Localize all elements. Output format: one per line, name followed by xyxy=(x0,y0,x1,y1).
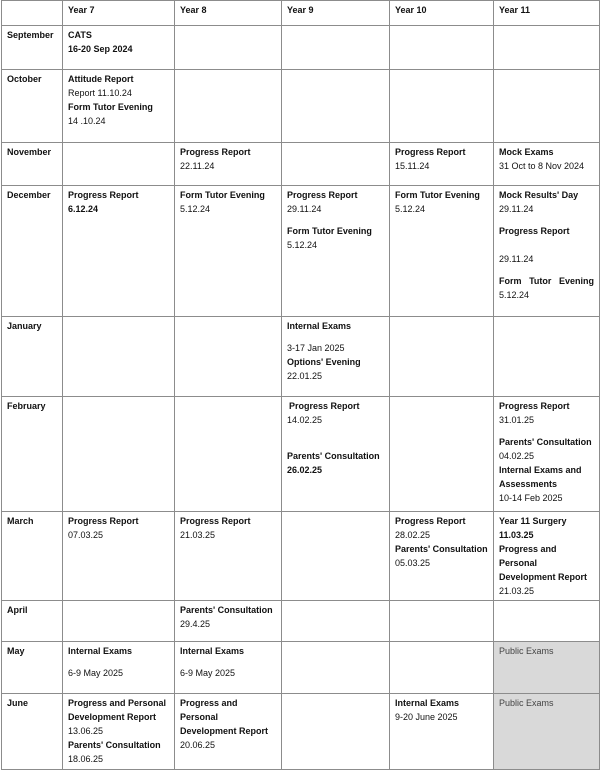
cell-feb-y7 xyxy=(63,397,175,512)
event-title: Parents' Consultation xyxy=(287,451,380,461)
event-date: 13.06.25 xyxy=(68,726,104,736)
cell-jan-y11 xyxy=(494,317,600,397)
cell-mar-y8 xyxy=(175,512,282,601)
event-date: 15.11.24 xyxy=(395,161,430,171)
event-date: 14 .10.24 xyxy=(68,116,106,126)
row-october xyxy=(2,70,600,143)
cell-mar-y10 xyxy=(390,512,494,601)
event-title: Internal Exams and xyxy=(499,465,582,475)
event-title: Progress Report xyxy=(395,147,466,157)
cell-nov-y10 xyxy=(390,143,494,186)
event-title: Form Tutor Evening xyxy=(180,190,265,200)
event-title: Progress and Personal xyxy=(180,698,238,722)
event-date: 07.03.25 xyxy=(68,530,104,540)
cell-jun-y7 xyxy=(63,694,175,770)
event-title: Progress Report xyxy=(499,401,570,411)
row-january xyxy=(2,317,600,397)
cell-dec-y11 xyxy=(494,186,600,317)
event-date: 20.06.25 xyxy=(180,740,216,750)
cell-mar-y7 xyxy=(63,512,175,601)
event-date: 31 Oct to 8 Nov 2024 xyxy=(499,161,585,171)
cell-nov-y11 xyxy=(494,143,600,186)
header-corner xyxy=(2,1,63,26)
cell-oct-y8 xyxy=(175,70,282,143)
cell-oct-y11 xyxy=(494,70,600,143)
event-title: Progress Report xyxy=(68,190,139,200)
event-date: 14.02.25 xyxy=(287,415,323,425)
event-title: Mock Exams xyxy=(499,147,554,157)
cell-oct-y9 xyxy=(282,70,390,143)
cell-may-y8 xyxy=(175,642,282,694)
event-title: Progress Report xyxy=(180,147,251,157)
month-label: November xyxy=(2,143,63,186)
event-title: Public Exams xyxy=(499,646,554,656)
school-calendar-table xyxy=(1,0,600,770)
month-label: February xyxy=(2,397,63,512)
event-title: CATS xyxy=(68,30,92,40)
event-date: 05.03.25 xyxy=(395,558,431,568)
cell-dec-y10 xyxy=(390,186,494,317)
event-title: Development Report xyxy=(68,712,157,722)
cell-jun-y10 xyxy=(390,694,494,770)
cell-apr-y9 xyxy=(282,601,390,642)
header-year-7: Year 7 xyxy=(63,1,175,26)
month-label: March xyxy=(2,512,63,601)
event-date: 10-14 Feb 2025 xyxy=(499,493,563,503)
event-title: Progress Report xyxy=(68,516,139,526)
cell-feb-y9 xyxy=(282,397,390,512)
row-november xyxy=(2,143,600,186)
month-label: April xyxy=(2,601,63,642)
event-title: Progress Report xyxy=(180,516,251,526)
event-date: 26.02.25 xyxy=(287,465,323,475)
cell-apr-y11 xyxy=(494,601,600,642)
event-date: 04.02.25 xyxy=(499,451,535,461)
event-title: Progress Report xyxy=(395,516,466,526)
event-date: Report 11.10.24 xyxy=(68,88,132,98)
header-year-9: Year 9 xyxy=(282,1,390,26)
event-date: 3-17 Jan 2025 xyxy=(287,343,345,353)
month-label: January xyxy=(2,317,63,397)
row-march xyxy=(2,512,600,601)
event-date: 5.12.24 xyxy=(499,290,530,300)
event-title: Parents' Consultation xyxy=(68,740,161,750)
row-september xyxy=(2,26,600,70)
event-title: Parents' Consultation xyxy=(499,437,592,447)
event-title: Internal Exams xyxy=(287,321,352,331)
month-label: June xyxy=(2,694,63,770)
row-april xyxy=(2,601,600,642)
cell-mar-y9 xyxy=(282,512,390,601)
event-title: Internal Exams xyxy=(68,646,133,656)
event-date: 29.11.24 xyxy=(499,254,534,264)
cell-jan-y8 xyxy=(175,317,282,397)
cell-apr-y7 xyxy=(63,601,175,642)
event-title: Development Report xyxy=(180,726,269,736)
event-title: Progress Report xyxy=(499,226,570,236)
header-year-8: Year 8 xyxy=(175,1,282,26)
header-row xyxy=(2,1,600,26)
event-title: Internal Exams xyxy=(180,646,245,656)
event-title: Year 11 Surgery xyxy=(499,516,567,526)
month-label: May xyxy=(2,642,63,694)
event-title: Progress and Personal xyxy=(68,698,167,708)
cell-dec-y8 xyxy=(175,186,282,317)
event-title: Development Report xyxy=(499,572,588,582)
header-year-11: Year 11 xyxy=(494,1,600,26)
event-date: 28.02.25 xyxy=(395,530,431,540)
event-title: Internal Exams xyxy=(395,698,460,708)
cell-sep-y9 xyxy=(282,26,390,70)
event-date: 22.11.24 xyxy=(180,161,215,171)
event-date: 29.11.24 xyxy=(287,204,322,214)
cell-jun-y11 xyxy=(494,694,600,770)
event-date: 9-20 June 2025 xyxy=(395,712,458,722)
event-date: 22.01.25 xyxy=(287,371,323,381)
row-february xyxy=(2,397,600,512)
event-date: 5.12.24 xyxy=(180,204,211,214)
event-title: Progress and Personal xyxy=(499,544,557,568)
cell-apr-y10 xyxy=(390,601,494,642)
row-june xyxy=(2,694,600,770)
event-title: Options' Evening xyxy=(287,357,361,367)
row-december xyxy=(2,186,600,317)
row-may xyxy=(2,642,600,694)
event-date: 6-9 May 2025 xyxy=(68,668,124,678)
event-date: 29.4.25 xyxy=(180,619,211,629)
header-year-10: Year 10 xyxy=(390,1,494,26)
event-title: Form Tutor Evening xyxy=(395,190,480,200)
month-label: October xyxy=(2,70,63,143)
event-date: 6-9 May 2025 xyxy=(180,668,236,678)
cell-oct-y10 xyxy=(390,70,494,143)
cell-may-y10 xyxy=(390,642,494,694)
cell-sep-y10 xyxy=(390,26,494,70)
event-date: 16-20 Sep 2024 xyxy=(68,44,133,54)
cell-jan-y9 xyxy=(282,317,390,397)
cell-sep-y11 xyxy=(494,26,600,70)
cell-may-y11 xyxy=(494,642,600,694)
event-date: 5.12.24 xyxy=(395,204,426,214)
cell-may-y9 xyxy=(282,642,390,694)
event-title: Form Tutor Evening xyxy=(68,102,153,112)
event-title: Attitude Report xyxy=(68,74,134,84)
cell-jun-y9 xyxy=(282,694,390,770)
event-title-justified: Form Tutor Evening xyxy=(499,276,594,286)
event-date: 31.01.25 xyxy=(499,415,535,425)
cell-sep-y8 xyxy=(175,26,282,70)
cell-feb-y10 xyxy=(390,397,494,512)
cell-dec-y9 xyxy=(282,186,390,317)
event-title: Mock Results' Day xyxy=(499,190,579,200)
cell-mar-y11 xyxy=(494,512,600,601)
cell-nov-y8 xyxy=(175,143,282,186)
cell-jun-y8 xyxy=(175,694,282,770)
cell-jan-y10 xyxy=(390,317,494,397)
event-date: 21.03.25 xyxy=(499,586,535,596)
cell-sep-y7 xyxy=(63,26,175,70)
cell-nov-y7 xyxy=(63,143,175,186)
cell-feb-y8 xyxy=(175,397,282,512)
event-date: 11.03.25 xyxy=(499,530,534,540)
event-date: 29.11.24 xyxy=(499,204,534,214)
event-title: Form Tutor Evening xyxy=(287,226,372,236)
event-date: 18.06.25 xyxy=(68,754,104,764)
cell-nov-y9 xyxy=(282,143,390,186)
cell-oct-y7 xyxy=(63,70,175,143)
cell-apr-y8 xyxy=(175,601,282,642)
cell-dec-y7 xyxy=(63,186,175,317)
event-date: 6.12.24 xyxy=(68,204,99,214)
event-title: Public Exams xyxy=(499,698,554,708)
event-title: Progress Report xyxy=(287,190,358,200)
month-label: September xyxy=(2,26,63,70)
cell-feb-y11 xyxy=(494,397,600,512)
event-title: Assessments xyxy=(499,479,558,489)
event-title: Parents' Consultation xyxy=(395,544,488,554)
month-label: December xyxy=(2,186,63,317)
event-title: Parents' Consultation xyxy=(180,605,273,615)
event-title: Progress Report xyxy=(289,401,360,411)
event-date: 21.03.25 xyxy=(180,530,216,540)
cell-jan-y7 xyxy=(63,317,175,397)
event-date: 5.12.24 xyxy=(287,240,318,250)
cell-may-y7 xyxy=(63,642,175,694)
